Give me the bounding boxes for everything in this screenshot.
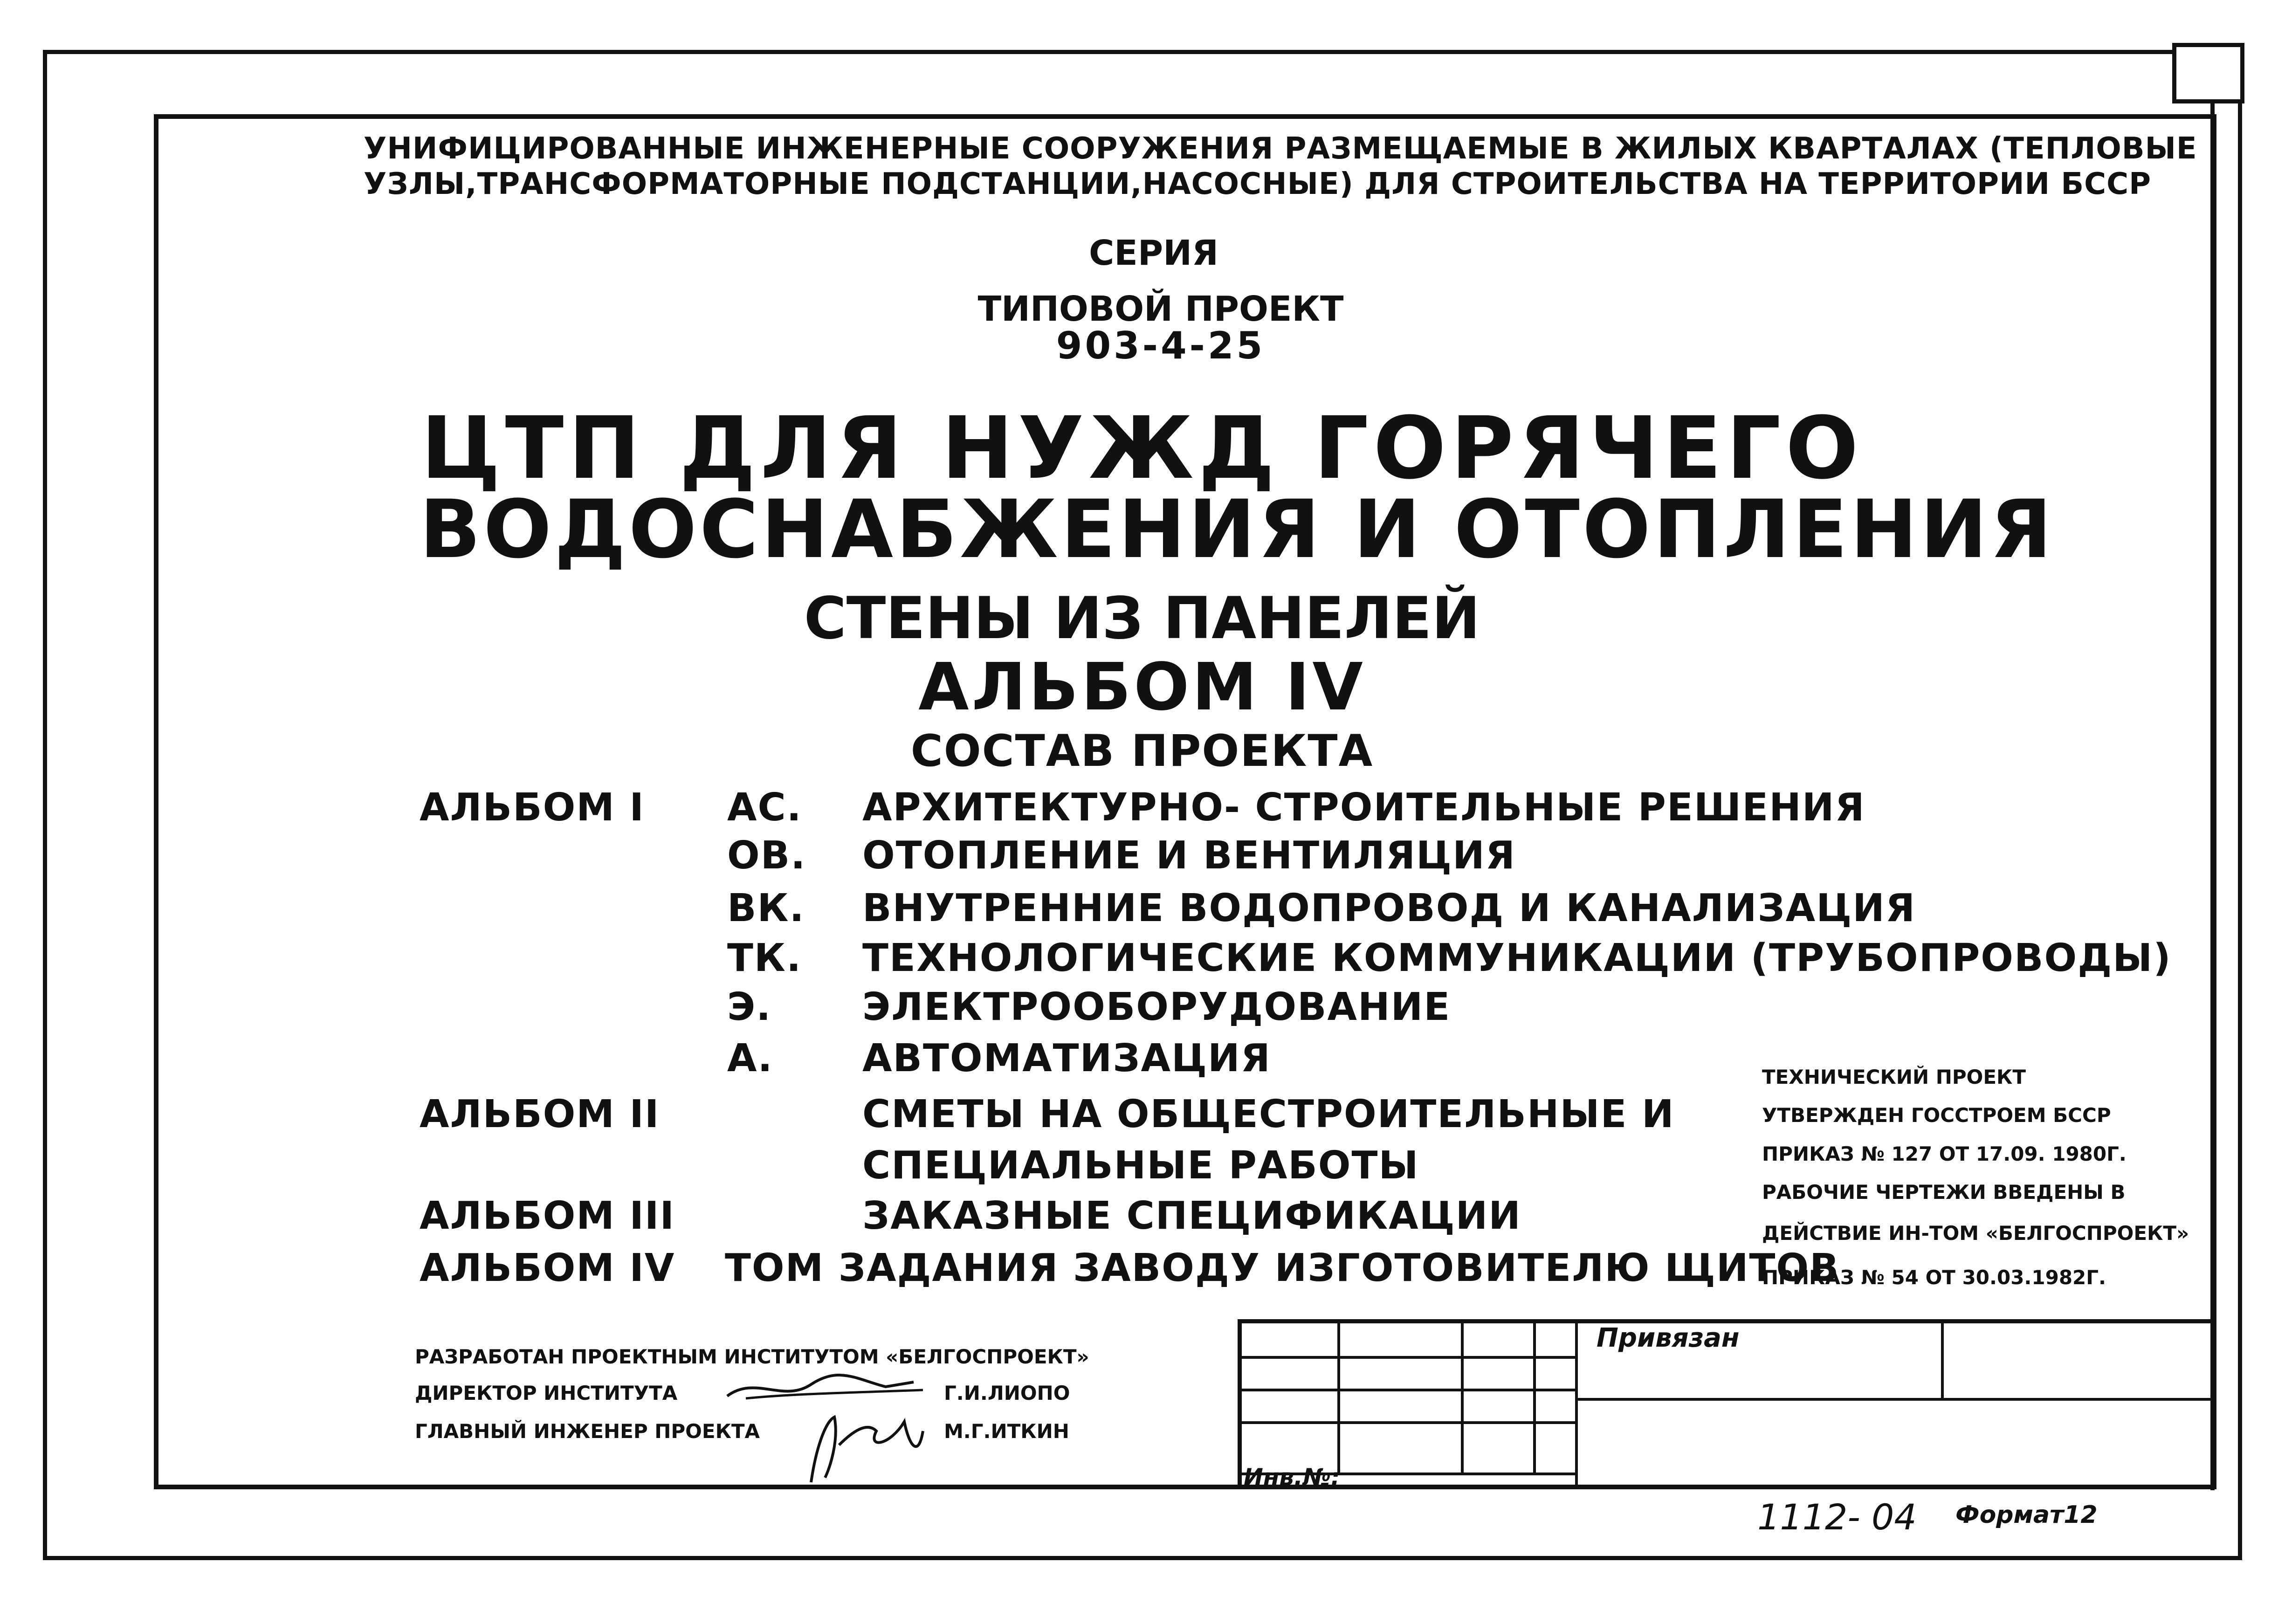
- album-3-text: ЗАКАЗНЫЕ СПЕЦИФИКАЦИИ: [862, 1194, 1521, 1238]
- album-2-text-2: СПЕЦИАЛЬНЫЕ РАБОТЫ: [862, 1143, 1419, 1188]
- chief-engineer-signature: [797, 1403, 937, 1487]
- album-3-label: АЛЬБОМ III: [420, 1194, 675, 1238]
- section-name: АВТОМАТИЗАЦИЯ: [862, 1036, 1271, 1080]
- album-1-label: АЛЬБОМ I: [420, 785, 645, 830]
- composition-heading: СОСТАВ ПРОЕКТА: [910, 726, 1374, 777]
- document-code: 1112- 04: [1757, 1496, 1917, 1538]
- section-name: ЭЛЕКТРООБОРУДОВАНИЕ: [862, 985, 1451, 1029]
- section-code: А.: [727, 1036, 773, 1080]
- section-name: ОТОПЛЕНИЕ И ВЕНТИЛЯЦИЯ: [862, 833, 1516, 878]
- director-name: Г.И.ЛИОПО: [944, 1382, 1070, 1404]
- album-4-text: ТОМ ЗАДАНИЯ ЗАВОДУ ИЗГОТОВИТЕЛЮ ЩИТОВ: [725, 1246, 1840, 1290]
- album-2-label: АЛЬБОМ II: [420, 1092, 660, 1136]
- approval-line-5: ДЕЙСТВИЕ ИН-ТОМ «БЕЛГОСПРОЕКТ»: [1762, 1222, 2189, 1245]
- approval-line-6: ПРИКАЗ № 54 ОТ 30.03.1982Г.: [1762, 1266, 2106, 1289]
- section-code: АС.: [727, 785, 802, 830]
- section-name: АРХИТЕКТУРНО- СТРОИТЕЛЬНЫЕ РЕШЕНИЯ: [862, 785, 1865, 830]
- header-line-2: УЗЛЫ,ТРАНСФОРМАТОРНЫЕ ПОДСТАНЦИИ,НАСОСНЫЕ) ДЛЯ СТРОИТЕЛЬСТВА НА ТЕРРИТОРИИ БССР: [364, 167, 2151, 201]
- linked-label: Привязан: [1597, 1323, 1740, 1353]
- approval-line-3: ПРИКАЗ № 127 ОТ 17.09. 1980Г.: [1762, 1142, 2127, 1165]
- right-margin-rule: [2210, 103, 2215, 1490]
- section-code: ОВ.: [727, 833, 806, 878]
- album-2-text-1: СМЕТЫ НА ОБЩЕСТРОИТЕЛЬНЫЕ И: [862, 1092, 1675, 1136]
- approval-line-1: ТЕХНИЧЕСКИЙ ПРОЕКТ: [1762, 1066, 2026, 1088]
- approval-line-2: УТВЕРЖДЕН ГОССТРОЕМ БССР: [1762, 1104, 2111, 1127]
- title-line-2: ВОДОСНАБЖЕНИЯ И ОТОПЛЕНИЯ: [420, 482, 2055, 576]
- header-line-1: УНИФИЦИРОВАННЫЕ ИНЖЕНЕРНЫЕ СООРУЖЕНИЯ РАЗМЕЩАЕМЫЕ В ЖИЛЫХ КВАРТАЛАХ (ТЕПЛОВЫЕ: [364, 131, 2197, 166]
- project-label: ТИПОВОЙ ПРОЕКТ: [977, 289, 1344, 329]
- subtitle: СТЕНЫ ИЗ ПАНЕЛЕЙ: [804, 585, 1480, 652]
- section-code: ТК.: [727, 936, 802, 980]
- chief-engineer-name: М.Г.ИТКИН: [944, 1420, 1069, 1443]
- format-label: Формат12: [1955, 1501, 2098, 1529]
- inventory-label: Инв.№:: [1244, 1464, 1341, 1491]
- section-code: Э.: [727, 985, 772, 1029]
- album-4-label: АЛЬБОМ IV: [420, 1246, 675, 1290]
- section-name: ТЕХНОЛОГИЧЕСКИЕ КОММУНИКАЦИИ (ТРУБОПРОВОДЫ): [862, 936, 2172, 980]
- director-signature: [718, 1370, 932, 1408]
- director-label: ДИРЕКТОР ИНСТИТУТА: [415, 1382, 678, 1404]
- corner-box: [2172, 43, 2244, 103]
- approval-line-4: РАБОЧИЕ ЧЕРТЕЖИ ВВЕДЕНЫ В: [1762, 1181, 2126, 1204]
- chief-engineer-label: ГЛАВНЫЙ ИНЖЕНЕР ПРОЕКТА: [415, 1420, 760, 1443]
- section-name: ВНУТРЕННИЕ ВОДОПРОВОД И КАНАЛИЗАЦИЯ: [862, 886, 1916, 930]
- developer-line: РАЗРАБОТАН ПРОЕКТНЫМ ИНСТИТУТОМ «БЕЛГОСПРОЕКТ»: [415, 1345, 1089, 1368]
- series-label: СЕРИЯ: [1088, 233, 1218, 273]
- section-code: ВК.: [727, 886, 805, 930]
- album-title: АЛЬБОМ IV: [918, 649, 1366, 725]
- title-line-1: ЦТП ДЛЯ НУЖД ГОРЯЧЕГО: [421, 399, 1863, 498]
- project-number: 903-4-25: [1056, 324, 1266, 367]
